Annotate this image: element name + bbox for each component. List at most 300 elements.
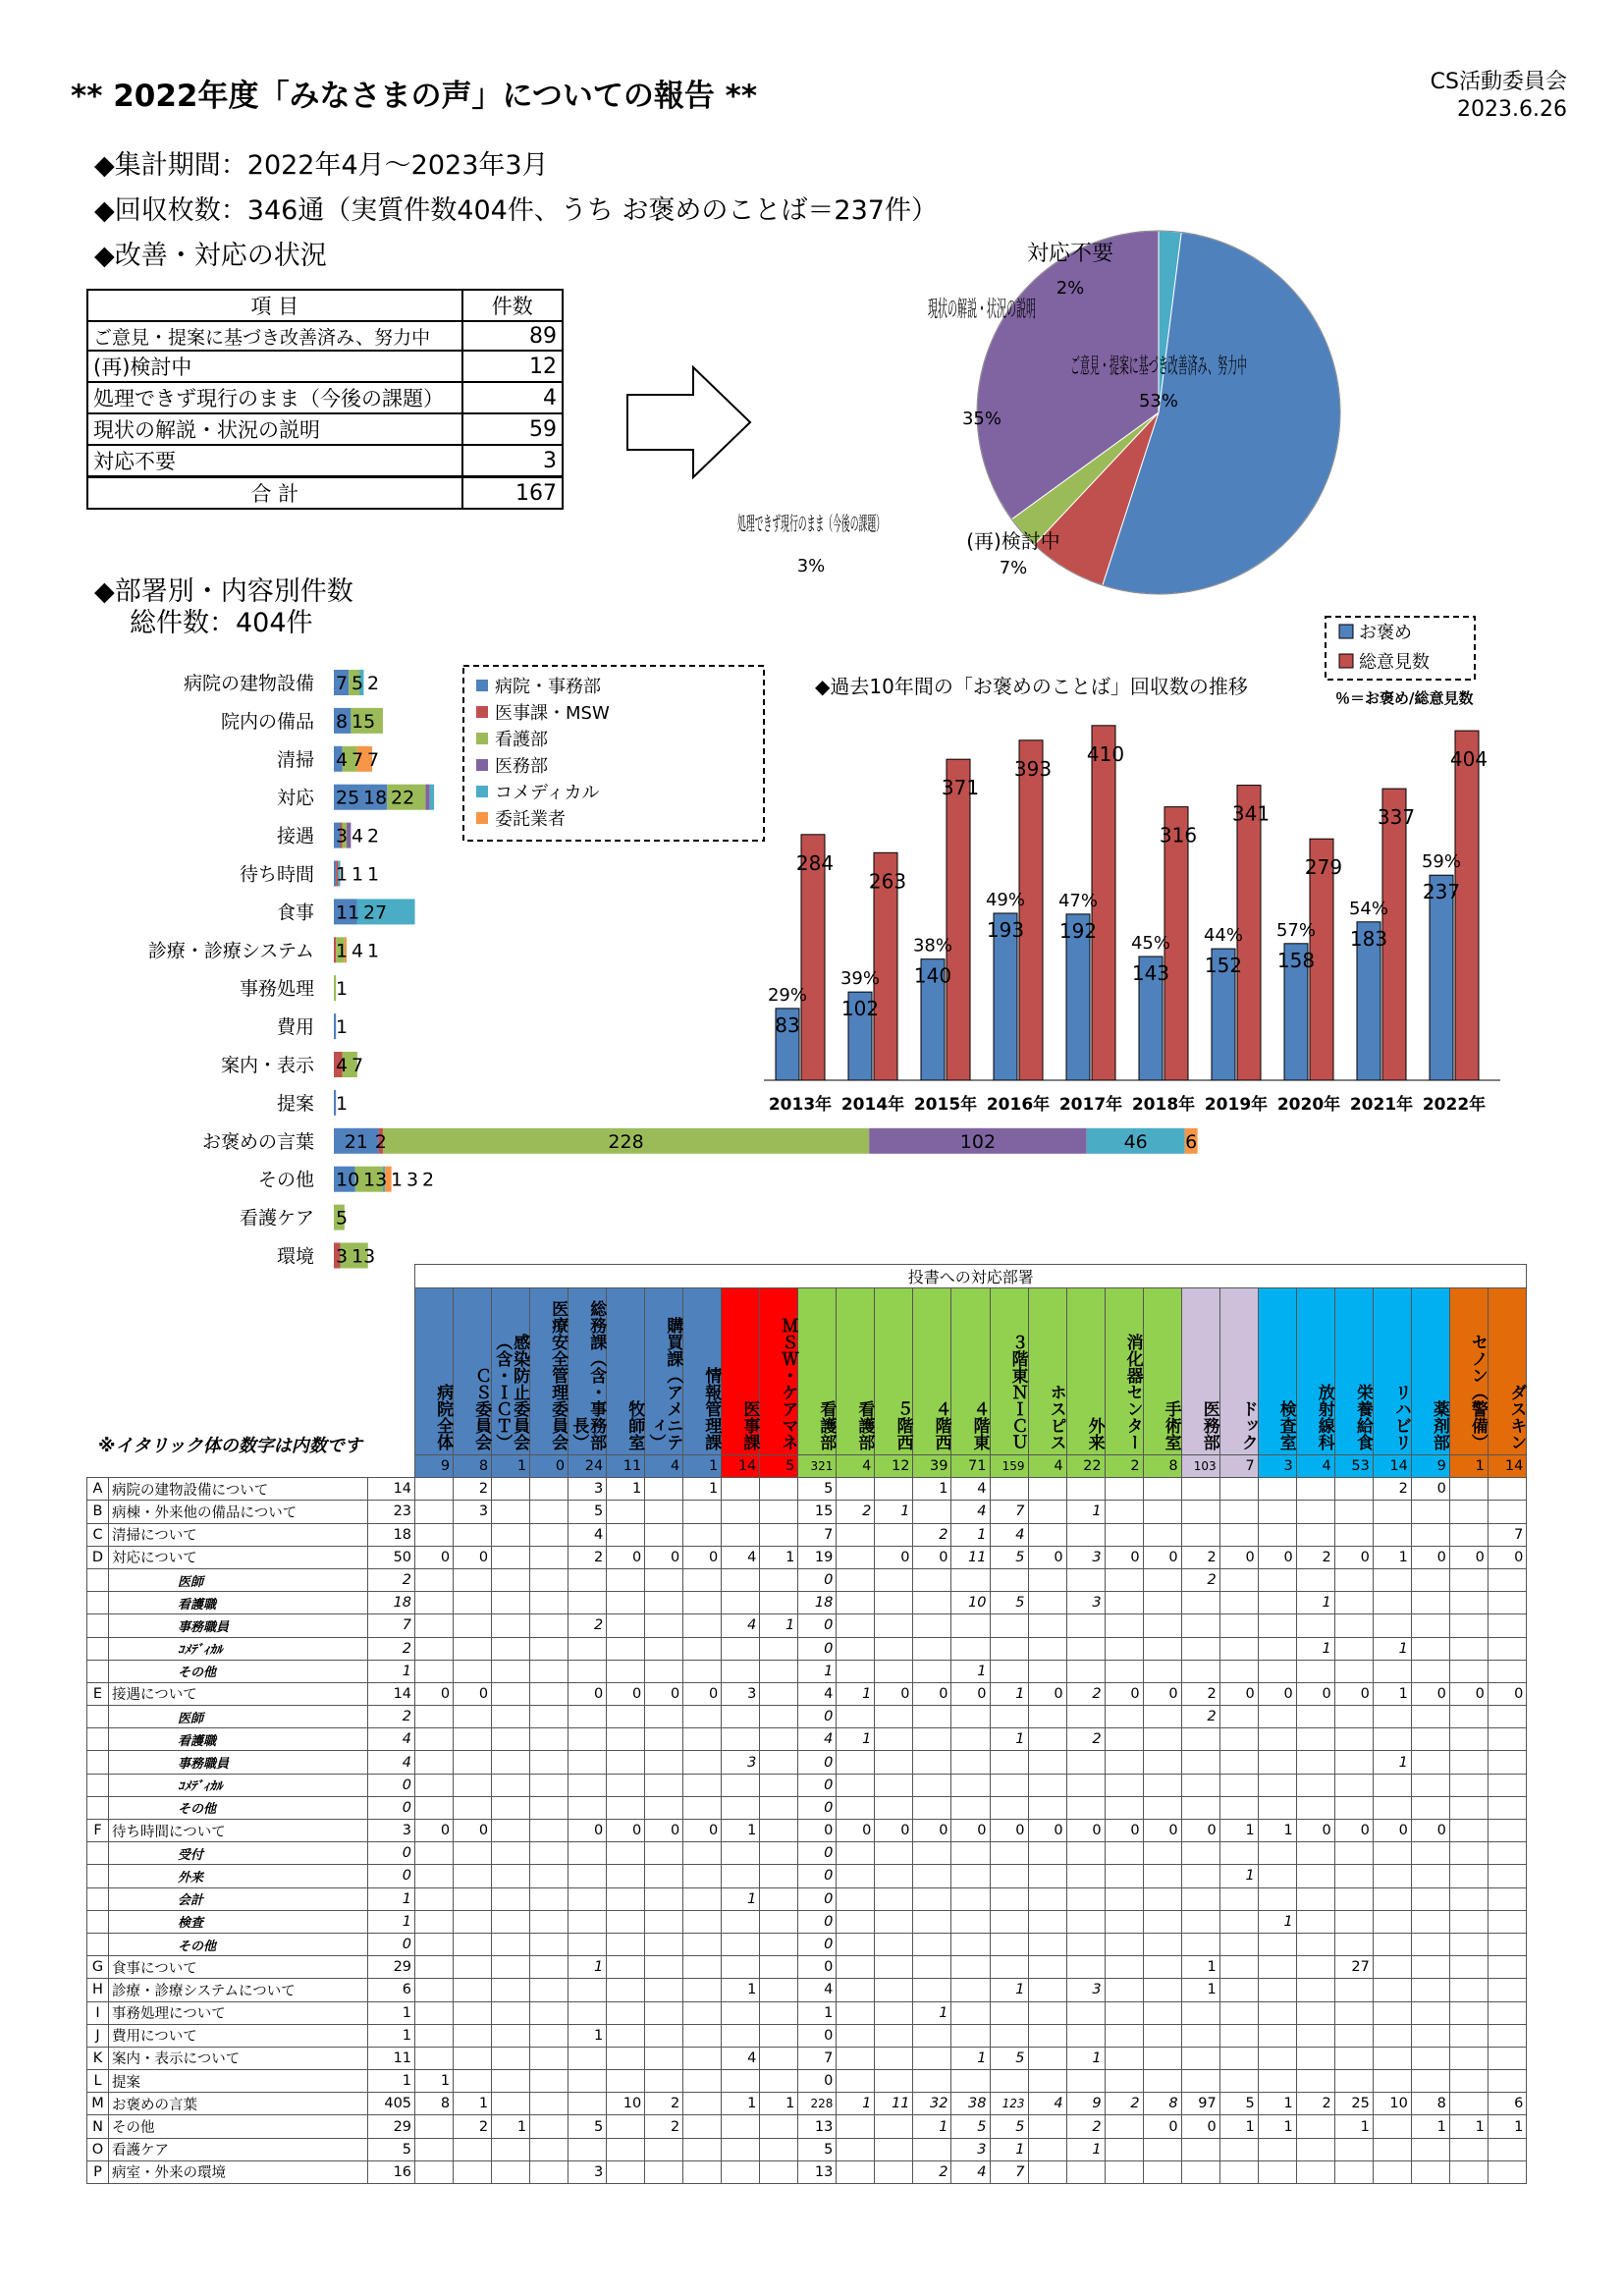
cell-value <box>1066 2070 1105 2093</box>
bar-value-label: 4 <box>336 1055 349 1076</box>
cell-value <box>454 1774 492 1796</box>
cell-value: 0 <box>454 1682 492 1705</box>
cell-value <box>607 1568 645 1591</box>
dept-total: 9 <box>415 1455 454 1478</box>
cell-value <box>1449 1523 1488 1546</box>
dept-header: ４階西 <box>913 1288 951 1455</box>
bar-value-label: 3 <box>336 1245 349 1268</box>
cell-value <box>568 1910 607 1933</box>
cell-value <box>1296 1728 1334 1751</box>
pie-label-text: 現状の解説・状況の説明 <box>928 297 1036 322</box>
cell-value <box>530 1568 568 1591</box>
cell-value <box>530 2024 568 2047</box>
cell-value <box>683 2160 722 2183</box>
dept-header: ドック <box>1219 1288 1258 1455</box>
cell-value <box>492 2047 530 2069</box>
cell-value: 1 <box>913 2115 951 2138</box>
cell-value <box>645 2001 683 2024</box>
cell-value <box>1105 1887 1143 1910</box>
cell-value: 0 <box>1143 2115 1181 2138</box>
cell-value: 0 <box>798 1887 837 1910</box>
category-label: 食事 <box>276 902 314 924</box>
cell-value <box>760 1774 798 1796</box>
cell-value <box>1488 2047 1526 2069</box>
cell-value <box>1449 1660 1488 1682</box>
cell-value <box>645 1478 683 1501</box>
cell-value: 4 <box>722 1614 760 1637</box>
cell-value: 0 <box>1066 1820 1105 1842</box>
cell-value <box>492 1887 530 1910</box>
dept-total: 4 <box>1028 1455 1066 1478</box>
summary-header-item: 項 目 <box>87 290 462 321</box>
cell-value <box>645 2070 683 2093</box>
cell-value: 25 <box>1334 2093 1373 2115</box>
cell-value <box>1219 2024 1258 2047</box>
cell-value <box>1334 1887 1373 1910</box>
cell-value <box>415 1842 454 1865</box>
cell-value: 1 <box>990 1979 1028 2001</box>
cell-value <box>683 1933 722 1955</box>
cell-value <box>837 1478 875 1501</box>
cell-value: 5 <box>990 1546 1028 1568</box>
cell-value <box>1488 1568 1526 1591</box>
row-total: 16 <box>368 2160 415 2183</box>
cell-value <box>1181 1728 1219 1751</box>
bar-value-label: 6 <box>1185 1130 1198 1153</box>
matrix-row <box>87 1933 1527 1955</box>
cell-value <box>1066 2001 1105 2024</box>
cell-value <box>1296 1774 1334 1796</box>
cell-value: 8 <box>415 2093 454 2115</box>
cell-value <box>913 1796 951 1819</box>
cell-value: 0 <box>837 1820 875 1842</box>
year-label: 2017年 <box>1058 1095 1123 1115</box>
cell-value: 4 <box>990 1523 1028 1546</box>
cell-value: 0 <box>1181 1820 1219 1842</box>
cell-value <box>1143 1728 1181 1751</box>
cell-value <box>1028 2160 1066 2183</box>
dept-header: 総務課（含・事務部長） <box>568 1288 607 1455</box>
cell-value <box>1028 1933 1066 1955</box>
summary-row <box>87 382 563 413</box>
dept-total: 11 <box>607 1455 645 1478</box>
cell-value: 1 <box>607 1478 645 1501</box>
cell-value <box>454 1956 492 1979</box>
cell-value: 1 <box>1373 1751 1411 1774</box>
dept-header: 看護部 <box>837 1288 875 1455</box>
cell-value <box>875 1592 913 1614</box>
cell-value: 2 <box>913 2160 951 2183</box>
cell-value: 5 <box>568 2115 607 2138</box>
cell-value <box>415 1706 454 1728</box>
cell-value <box>722 1956 760 1979</box>
cell-value: 2 <box>1066 1728 1105 1751</box>
legend-swatch <box>476 759 488 771</box>
cell-value <box>1488 2160 1526 2183</box>
dept-total: 12 <box>875 1455 913 1478</box>
cell-value <box>492 1637 530 1660</box>
cell-value <box>1334 2070 1373 2093</box>
bar-value-label: 102 <box>959 1130 997 1153</box>
cell-value <box>1066 2160 1105 2183</box>
cell-value <box>1066 1568 1105 1591</box>
cell-value <box>760 2001 798 2024</box>
cell-value <box>415 1956 454 1979</box>
cell-value <box>1105 1979 1143 2001</box>
cell-value <box>760 2138 798 2160</box>
row-total: 2 <box>368 1568 415 1591</box>
cell-value <box>722 1865 760 1887</box>
row-key <box>87 1728 109 1751</box>
cell-value: 0 <box>1258 1546 1296 1568</box>
cell-value <box>1219 1592 1258 1614</box>
category-label: 接遇 <box>276 825 314 847</box>
cell-value: 4 <box>951 1501 990 1523</box>
row-key: I <box>87 2001 109 2024</box>
cell-value <box>1411 1501 1449 1523</box>
cell-value <box>607 2138 645 2160</box>
cell-value <box>1028 2115 1066 2138</box>
cell-value <box>1488 1820 1526 1842</box>
row-key: B <box>87 1501 109 1523</box>
cell-value <box>1219 1501 1258 1523</box>
cell-value <box>1066 1887 1105 1910</box>
cell-value <box>1449 1478 1488 1501</box>
cell-value <box>837 2001 875 2024</box>
dept-total: 1 <box>1449 1455 1488 1478</box>
pie-label-text: 処理できず現行のまま（今後の課題） <box>737 512 885 535</box>
matrix-row <box>87 1865 1527 1887</box>
cell-value <box>837 1979 875 2001</box>
cell-value: 0 <box>607 1820 645 1842</box>
year-label: 2022年 <box>1422 1095 1487 1115</box>
dept-total: 8 <box>454 1455 492 1478</box>
row-label: 看護ケア <box>109 2138 368 2160</box>
cell-value <box>760 1956 798 1979</box>
cell-value <box>837 1956 875 1979</box>
cell-value <box>415 2001 454 2024</box>
dept-total: 4 <box>837 1455 875 1478</box>
matrix-row <box>87 1887 1527 1910</box>
cell-value: 5 <box>798 1478 837 1501</box>
category-label: 環境 <box>276 1245 314 1268</box>
cell-value <box>760 1523 798 1546</box>
cell-value <box>1066 1614 1105 1637</box>
cell-value <box>760 1568 798 1591</box>
dept-total: 14 <box>1488 1455 1526 1478</box>
cell-value: 0 <box>798 1774 837 1796</box>
cell-value: 10 <box>951 1592 990 1614</box>
cell-value <box>683 1501 722 1523</box>
bar-value-label: 25 <box>336 787 360 809</box>
cell-value <box>1296 1568 1334 1591</box>
cell-value <box>1143 1887 1181 1910</box>
cell-value <box>1181 1865 1219 1887</box>
cell-value <box>1143 1751 1181 1774</box>
cell-value <box>683 1706 722 1728</box>
bar-praise-label: 237 <box>1422 880 1461 904</box>
cell-value <box>1411 1842 1449 1865</box>
cell-value: 0 <box>645 1682 683 1705</box>
cell-value <box>454 1728 492 1751</box>
cell-value <box>415 1592 454 1614</box>
cell-value <box>492 1820 530 1842</box>
row-label: 事務処理について <box>109 2001 368 2024</box>
cell-value <box>607 1910 645 1933</box>
cell-value <box>607 1751 645 1774</box>
cell-value: 5 <box>990 1592 1028 1614</box>
cell-value <box>492 1933 530 1955</box>
cell-value <box>1258 1614 1296 1637</box>
cell-value <box>530 1706 568 1728</box>
cell-value <box>1488 2070 1526 2093</box>
bar-value-label: 7 <box>336 673 349 694</box>
cell-value: 4 <box>722 2047 760 2069</box>
cell-value <box>837 2160 875 2183</box>
cell-value <box>645 1751 683 1774</box>
bar-value-label: 1 <box>352 863 364 886</box>
matrix-row <box>87 2115 1527 2138</box>
cell-value <box>1143 2001 1181 2024</box>
cell-value <box>645 1637 683 1660</box>
matrix-group-row <box>87 1265 1527 1288</box>
cell-value <box>1181 1933 1219 1955</box>
cell-value: 0 <box>1143 1546 1181 1568</box>
dept-total: 14 <box>722 1455 760 1478</box>
cell-value <box>530 1523 568 1546</box>
cell-value: 1 <box>760 2093 798 2115</box>
bar-praise-label: 143 <box>1131 961 1170 986</box>
cell-value <box>1296 2001 1334 2024</box>
cell-value <box>875 2047 913 2069</box>
cell-value <box>415 2115 454 2138</box>
matrix-row <box>87 1637 1527 1660</box>
cell-value <box>1219 1660 1258 1682</box>
cell-value: 1 <box>837 2093 875 2115</box>
cell-value <box>951 1865 990 1887</box>
legend-praise: お褒め <box>1359 623 1412 643</box>
cell-value: 3 <box>568 1478 607 1501</box>
bar-value-label: 1 <box>336 1016 349 1039</box>
cell-value: 4 <box>798 1682 837 1705</box>
row-key <box>87 1592 109 1614</box>
dept-header: 医療安全管理委員会 <box>530 1288 568 1455</box>
cell-value <box>1105 1796 1143 1819</box>
cell-value: 0 <box>683 1682 722 1705</box>
cell-value: 5 <box>990 2047 1028 2069</box>
cell-value <box>1258 1956 1296 1979</box>
cell-value <box>1488 1842 1526 1865</box>
cell-value <box>1219 1568 1258 1591</box>
cell-value <box>951 2001 990 2024</box>
bar-value-label: 27 <box>363 902 388 924</box>
cell-value <box>1258 2024 1296 2047</box>
cell-value <box>1105 1842 1143 1865</box>
row-label: 外来 <box>109 1865 368 1887</box>
cell-value: 0 <box>951 1820 990 1842</box>
cell-value <box>951 1842 990 1865</box>
cell-value: 27 <box>1334 1956 1373 1979</box>
cell-value <box>990 1614 1028 1637</box>
cell-value <box>1373 1956 1411 1979</box>
cell-value <box>1105 1592 1143 1614</box>
dept-header: 病院全体 <box>415 1288 454 1455</box>
row-label: 受付 <box>109 1842 368 1865</box>
cell-value <box>1488 2024 1526 2047</box>
cell-value <box>1105 2070 1143 2093</box>
cell-value <box>1105 1614 1143 1637</box>
cell-value <box>837 2070 875 2093</box>
cell-value <box>1334 2024 1373 2047</box>
cell-value <box>1219 2047 1258 2069</box>
dept-total: 1 <box>492 1455 530 1478</box>
cell-value <box>1449 1568 1488 1591</box>
cell-value <box>1296 1979 1334 2001</box>
cell-value: 0 <box>1411 1546 1449 1568</box>
cell-value: 8 <box>1143 2093 1181 2115</box>
cell-value <box>1143 1478 1181 1501</box>
cell-value: 0 <box>1373 1820 1411 1842</box>
cell-value <box>607 1979 645 2001</box>
cell-value: 0 <box>875 1682 913 1705</box>
bar-value-label: 7 <box>352 748 364 771</box>
cell-value <box>1181 1842 1219 1865</box>
cell-value <box>875 1728 913 1751</box>
cell-value <box>1028 1592 1066 1614</box>
cell-value <box>722 2160 760 2183</box>
cell-value <box>1219 1637 1258 1660</box>
dept-header: リハビリ <box>1373 1288 1411 1455</box>
cell-value <box>645 1910 683 1933</box>
cell-value <box>1334 1614 1373 1637</box>
legend-swatch-praise <box>1339 625 1353 638</box>
row-key: A <box>87 1478 109 1501</box>
row-key <box>87 1865 109 1887</box>
matrix-row <box>87 2093 1527 2115</box>
cell-value <box>1449 2001 1488 2024</box>
cell-value <box>1488 1592 1526 1614</box>
cell-value <box>1334 1478 1373 1501</box>
ratio-label: 29% <box>767 984 808 1006</box>
cell-value <box>1028 1660 1066 1682</box>
cell-value: 15 <box>798 1501 837 1523</box>
cell-value <box>683 1728 722 1751</box>
cell-value <box>530 1979 568 2001</box>
cell-value <box>1411 2024 1449 2047</box>
cell-value <box>1449 1614 1488 1637</box>
cell-value <box>913 1501 951 1523</box>
cell-value: 1 <box>1258 1910 1296 1933</box>
cell-value <box>1334 1501 1373 1523</box>
cell-value: 1 <box>951 1660 990 1682</box>
cell-value <box>913 1614 951 1637</box>
cell-value: 0 <box>798 1956 837 1979</box>
cell-value <box>1449 1774 1488 1796</box>
cell-value <box>913 1751 951 1774</box>
cell-value: 1 <box>1219 2115 1258 2138</box>
dept-header: 購買課（アメニティ） <box>645 1288 683 1455</box>
row-total: 0 <box>368 1774 415 1796</box>
cell-value: 1 <box>568 1956 607 1979</box>
cell-value: 1 <box>1373 1637 1411 1660</box>
dept-header: セノン（警備） <box>1449 1288 1488 1455</box>
cell-value <box>1334 1774 1373 1796</box>
cell-value <box>1066 1910 1105 1933</box>
row-label: ｺﾒﾃﾞｨｶﾙ <box>109 1774 368 1796</box>
row-key: L <box>87 2070 109 2093</box>
cell-value <box>760 1887 798 1910</box>
dept-total: 8 <box>1143 1455 1181 1478</box>
summary-count: 4 <box>462 382 563 413</box>
bar-value-label: 21 <box>344 1130 368 1153</box>
row-total: 0 <box>368 1933 415 1955</box>
cell-value <box>1373 2024 1411 2047</box>
cell-value: 7 <box>798 2047 837 2069</box>
matrix-row <box>87 1842 1527 1865</box>
bar-value-label: 4 <box>352 825 364 847</box>
row-label: 案内・表示について <box>109 2047 368 2069</box>
cell-value <box>1334 2001 1373 2024</box>
row-key: O <box>87 2138 109 2160</box>
category-label: 費用 <box>276 1016 314 1039</box>
cell-value <box>1334 1910 1373 1933</box>
cell-value: 0 <box>798 1751 837 1774</box>
cell-value <box>1334 2047 1373 2069</box>
cell-value <box>1105 1637 1143 1660</box>
cell-value <box>1219 1956 1258 1979</box>
cell-value <box>683 1910 722 1933</box>
cell-value <box>492 1842 530 1865</box>
cell-value <box>607 1865 645 1887</box>
cell-value <box>530 1592 568 1614</box>
cell-value: 2 <box>568 1546 607 1568</box>
cell-value <box>875 1979 913 2001</box>
cell-value <box>530 1910 568 1933</box>
cell-value <box>645 1865 683 1887</box>
cell-value <box>1373 1933 1411 1955</box>
legend-label: コメディカル <box>495 783 600 803</box>
cell-value: 2 <box>1373 1478 1411 1501</box>
bar-total-label: 410 <box>1086 741 1125 766</box>
cell-value <box>1181 2024 1219 2047</box>
summary-row <box>87 321 563 351</box>
cell-value: 1 <box>951 1523 990 1546</box>
cell-value: 1 <box>1449 2115 1488 2138</box>
cell-value <box>1181 1614 1219 1637</box>
cell-value <box>530 2047 568 2069</box>
cell-value <box>530 1865 568 1887</box>
cell-value <box>1373 1842 1411 1865</box>
dept-header: 感染防止委員会（含・ＩＣＴ） <box>492 1288 530 1455</box>
cell-value: 1 <box>1258 2115 1296 2138</box>
cell-value <box>1066 1933 1105 1955</box>
cell-value <box>875 1706 913 1728</box>
cell-value <box>1219 1842 1258 1865</box>
matrix-row <box>87 1820 1527 1842</box>
cell-value <box>722 2001 760 2024</box>
cell-value: 1 <box>913 1478 951 1501</box>
cell-value <box>1028 1865 1066 1887</box>
cell-value: 10 <box>1373 2093 1411 2115</box>
bar-total <box>1455 731 1479 1080</box>
category-label: お褒めの言葉 <box>201 1130 314 1153</box>
dept-header: 情報管理課 <box>683 1288 722 1455</box>
cell-value <box>837 2047 875 2069</box>
cell-value <box>454 1865 492 1887</box>
cell-value: 0 <box>1411 1478 1449 1501</box>
cell-value: 0 <box>913 1682 951 1705</box>
pie-label-text: 対応不要 <box>1026 242 1114 266</box>
